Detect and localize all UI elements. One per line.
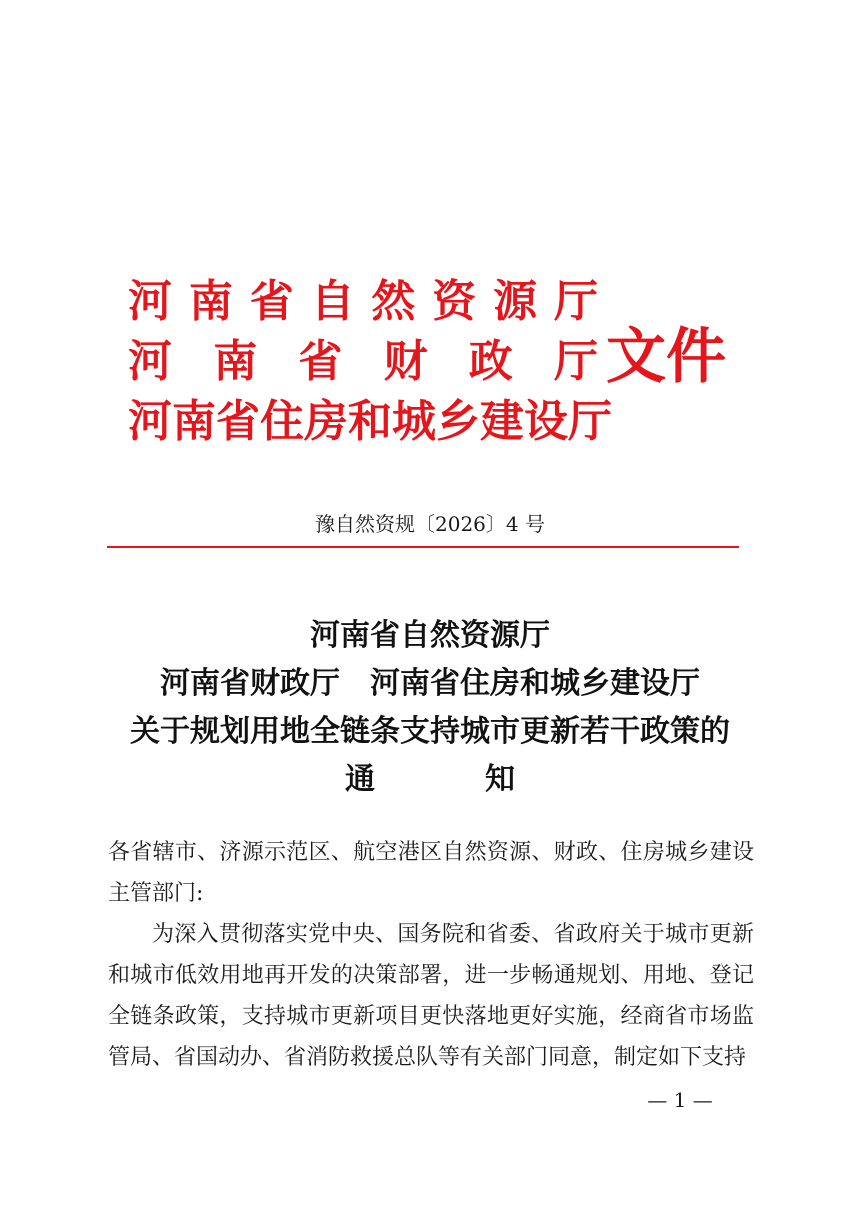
document-number: 豫自然资规〔2026〕4 号 <box>315 512 545 536</box>
issuer-list <box>128 272 612 452</box>
red-divider <box>107 546 739 548</box>
notice-title <box>80 612 780 804</box>
title-line-4 <box>80 756 780 804</box>
notice-body <box>108 832 754 1078</box>
title-line-2: 河南省财政厅 河南省住房和城乡建设厅 <box>160 666 700 701</box>
page-number: — 1 — <box>647 1088 713 1112</box>
issuer-housing: 河南省住房和城乡建设厅 <box>128 396 612 447</box>
issuer-natural-resources: 河南省自然资源厅 <box>128 276 598 327</box>
recipients: 各省辖市、济源示范区、航空港区自然资源、财政、住房城乡建设主管部门: <box>108 840 754 906</box>
title-line-1: 河南省自然资源厅 <box>310 618 550 653</box>
issuer-finance: 河南省财政厅 <box>128 336 598 387</box>
title-line-3: 关于规划用地全链条支持城市更新若干政策的 <box>130 714 730 749</box>
title-line-4-text: 通知 <box>345 762 515 797</box>
document-label: 文件 <box>606 322 726 392</box>
body-paragraph-1: 为深入贯彻落实党中央、国务院和省委、省政府关于城市更新和城市低效用地再开发的决策部署，进一步畅通规划、用地、登记全链条政策，支持城市更新项目更快落地更好实施，经商省市场监管局、省国动办、省消防救援总队等有关部门同意，制定如下支持 <box>108 922 754 1070</box>
